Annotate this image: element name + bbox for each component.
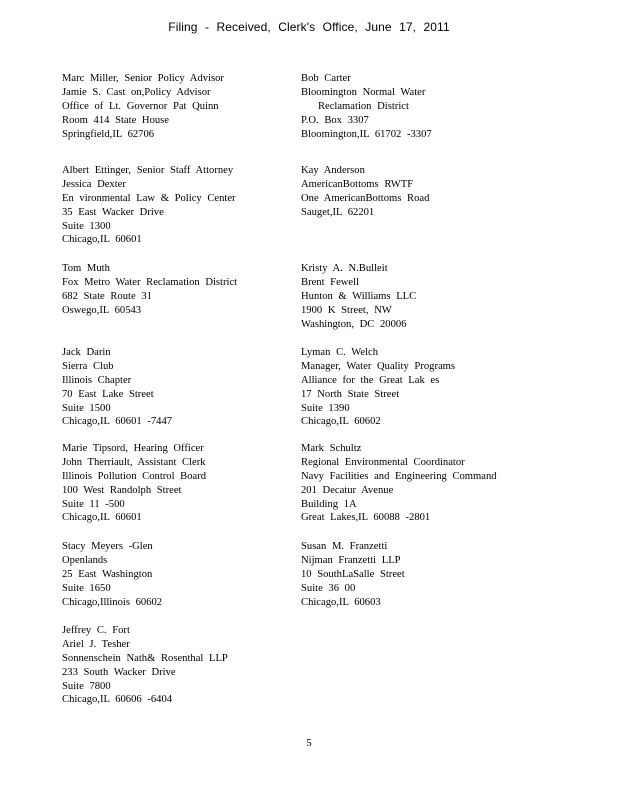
address-line: Suite 7800 [62,680,111,692]
address-line: Chicago,IL 60601 [62,234,142,246]
address-line: Suite 1500 [62,402,111,414]
address-line: Kristy A. N.Bulleit [301,263,388,274]
address-line: Illinois Pollution Control Board [62,470,207,482]
address-line: Chicago,IL 60602 [301,416,381,428]
address-line: Fox Metro Water Reclamation District [62,276,238,288]
address-line: Alliance for the Great Lak es [301,374,440,386]
address-line: Jack Darin [62,347,111,358]
page-header: Filing - Received, Clerk's Office, June 17, 2011 [168,20,450,34]
address-line: 1900 K Street, NW [301,304,392,316]
address-line: Openlands [62,554,108,566]
address-line: Regional Environmental Coordinator [301,456,465,468]
address-line: Suite 11 -500 [62,498,125,510]
address-line: Illinois Chapter [62,374,132,386]
address-line: Room 414 State House [62,114,169,126]
address-block [301,262,416,331]
address-line: 70 East Lake Street [62,388,154,400]
address-line: Lyman C. Welch [301,347,379,358]
address-line: Washington, DC 20006 [301,318,407,330]
address-line: Navy Facilities and Engineering Command [301,470,497,482]
address-line: Building 1A [301,498,357,510]
address-line: Chicago,IL 60603 [301,596,381,608]
address-line: Chicago,IL 60601 -7447 [62,416,173,428]
address-line: Ariel J. Tesher [62,638,130,650]
address-line: Suite 36 00 [301,582,356,594]
address-line: Suite 1650 [62,582,111,594]
address-block [301,346,455,429]
address-line: John Therriault, Assistant Clerk [62,456,206,468]
address-line: Chicago,IL 60601 [62,512,142,524]
address-line: 35 East Wacker Drive [62,206,164,218]
address-block [301,164,429,220]
address-line: Suite 1390 [301,402,350,414]
address-line: Bloomington Normal Water [301,86,426,98]
address-line: Office of Lt. Governor Pat Quinn [62,100,219,112]
address-line: Oswego,IL 60543 [62,304,142,316]
address-line: Bob Carter [301,73,351,84]
address-block [301,540,405,609]
address-line: 100 West Randolph Street [62,484,182,496]
address-line: 17 North State Street [301,388,400,400]
address-line: Susan M. Franzetti [301,541,388,552]
address-line: Great Lakes,IL 60088 -2801 [301,512,431,524]
address-line: Sierra Club [62,360,114,372]
address-line: Marie Tipsord, Hearing Officer [62,443,204,454]
address-line: Tom Muth [62,263,110,274]
address-block [62,540,162,609]
address-line: P.O. Box 3307 [301,114,369,126]
address-line: Brent Fewell [301,276,360,288]
address-block [62,164,236,247]
address-line: Sonnenschein Nath& Rosenthal LLP [62,652,228,664]
address-line: Jeffrey C. Fort [62,625,130,636]
address-line: Hunton & Williams LLC [301,290,417,302]
address-line: Reclamation District [301,100,409,112]
address-block [62,442,206,525]
address-line: Albert Ettinger, Senior Staff Attorney [62,165,234,176]
address-line: En vironmental Law & Policy Center [62,192,236,204]
address-line: Chicago,Illinois 60602 [62,596,163,608]
page-number: 5 [306,738,312,749]
address-block [62,262,237,318]
address-block [62,346,172,429]
address-block [62,624,228,707]
address-line: Chicago,IL 60606 -6404 [62,694,173,706]
address-line: 10 SouthLaSalle Street [301,568,405,580]
address-line: 25 East Washington [62,568,153,580]
address-line: Manager, Water Quality Programs [301,360,456,372]
address-line: Stacy Meyers -Glen [62,541,153,552]
address-line: AmericanBottoms RWTF [301,178,414,190]
address-line: Jamie S. Cast on,Policy Advisor [62,86,211,98]
address-line: Springfield,IL 62706 [62,128,155,140]
address-line: Bloomington,IL 61702 -3307 [301,128,432,140]
address-block [301,72,432,141]
address-line: 201 Decatur Avenue [301,484,394,496]
address-block [62,72,224,141]
address-line: Jessica Dexter [62,178,126,190]
address-line: One AmericanBottoms Road [301,192,430,204]
address-line: Nijman Franzetti LLP [301,554,401,566]
address-line: Sauget,IL 62201 [301,206,375,218]
address-block [301,442,497,525]
address-line: Marc Miller, Senior Policy Advisor [62,73,224,84]
address-line: Mark Schultz [301,443,362,454]
address-line: 233 South Wacker Drive [62,666,176,678]
address-line: 682 State Route 31 [62,290,152,302]
address-line: Kay Anderson [301,165,365,176]
address-line: Suite 1300 [62,220,111,232]
